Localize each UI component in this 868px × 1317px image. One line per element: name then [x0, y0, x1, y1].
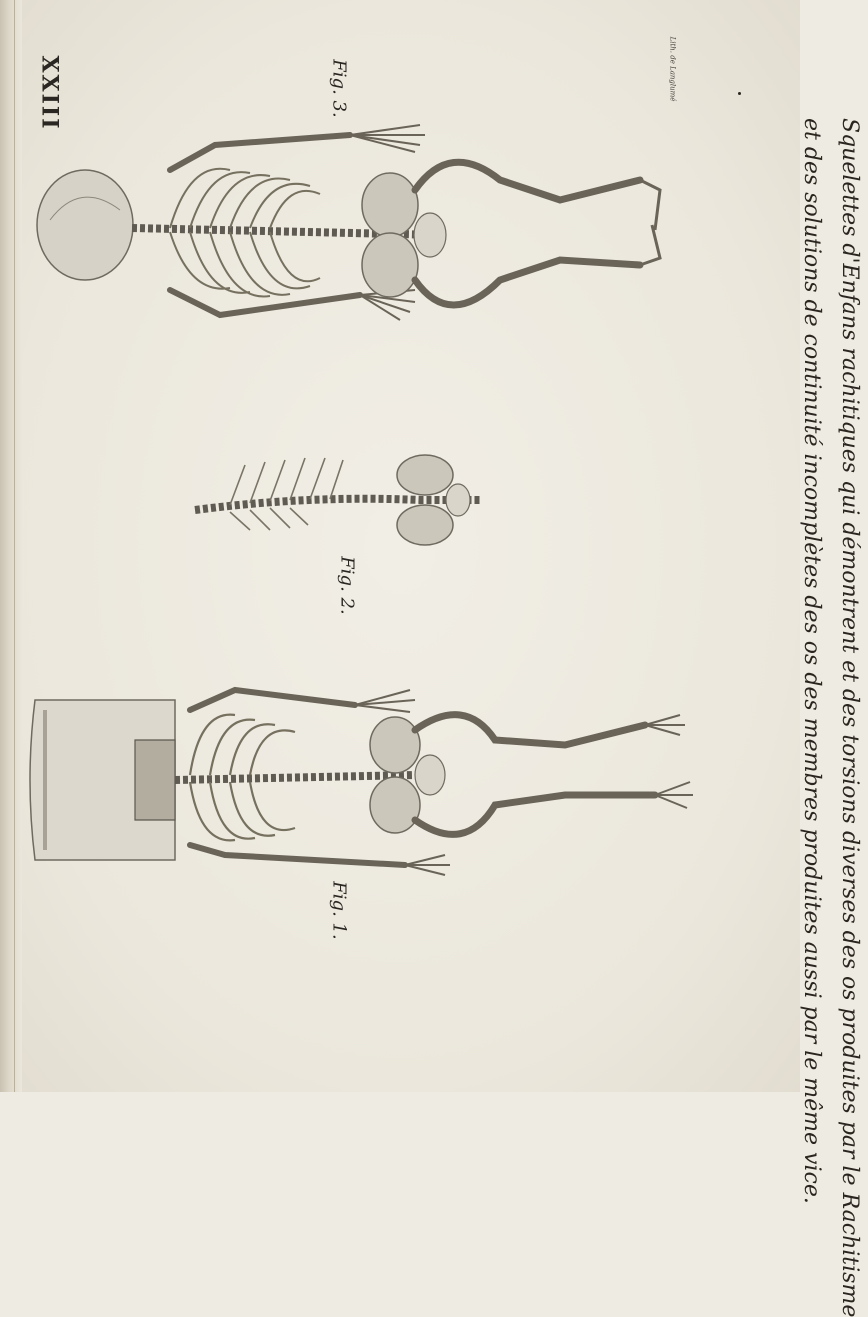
figure-3-label: Fig. 3.	[328, 59, 350, 118]
figure-2-spine-illustration	[190, 450, 500, 550]
binding-gutter	[0, 0, 22, 1092]
figure-1-label: Fig. 1.	[328, 881, 350, 940]
lithographer-credit: Lith. de Langlumé	[668, 36, 677, 102]
figure-2-label: Fig. 2.	[336, 556, 358, 615]
figure-1-skeleton-illustration	[25, 670, 705, 900]
plate-caption	[792, 118, 868, 1317]
caption-line-1: Squelettes d'Enfans rachitiques qui démontrent et des torsions diverses des os produites par le Rachitisme	[837, 118, 862, 1317]
caption-line-2: et des solutions de continuité incomplètes des os des membres produites aussi par le même vice.	[799, 118, 824, 1204]
gutter-line	[14, 0, 15, 1092]
plate-number: XXIII	[36, 55, 63, 131]
ink-dot	[738, 92, 741, 95]
figure-3-skeleton-illustration	[20, 110, 680, 370]
